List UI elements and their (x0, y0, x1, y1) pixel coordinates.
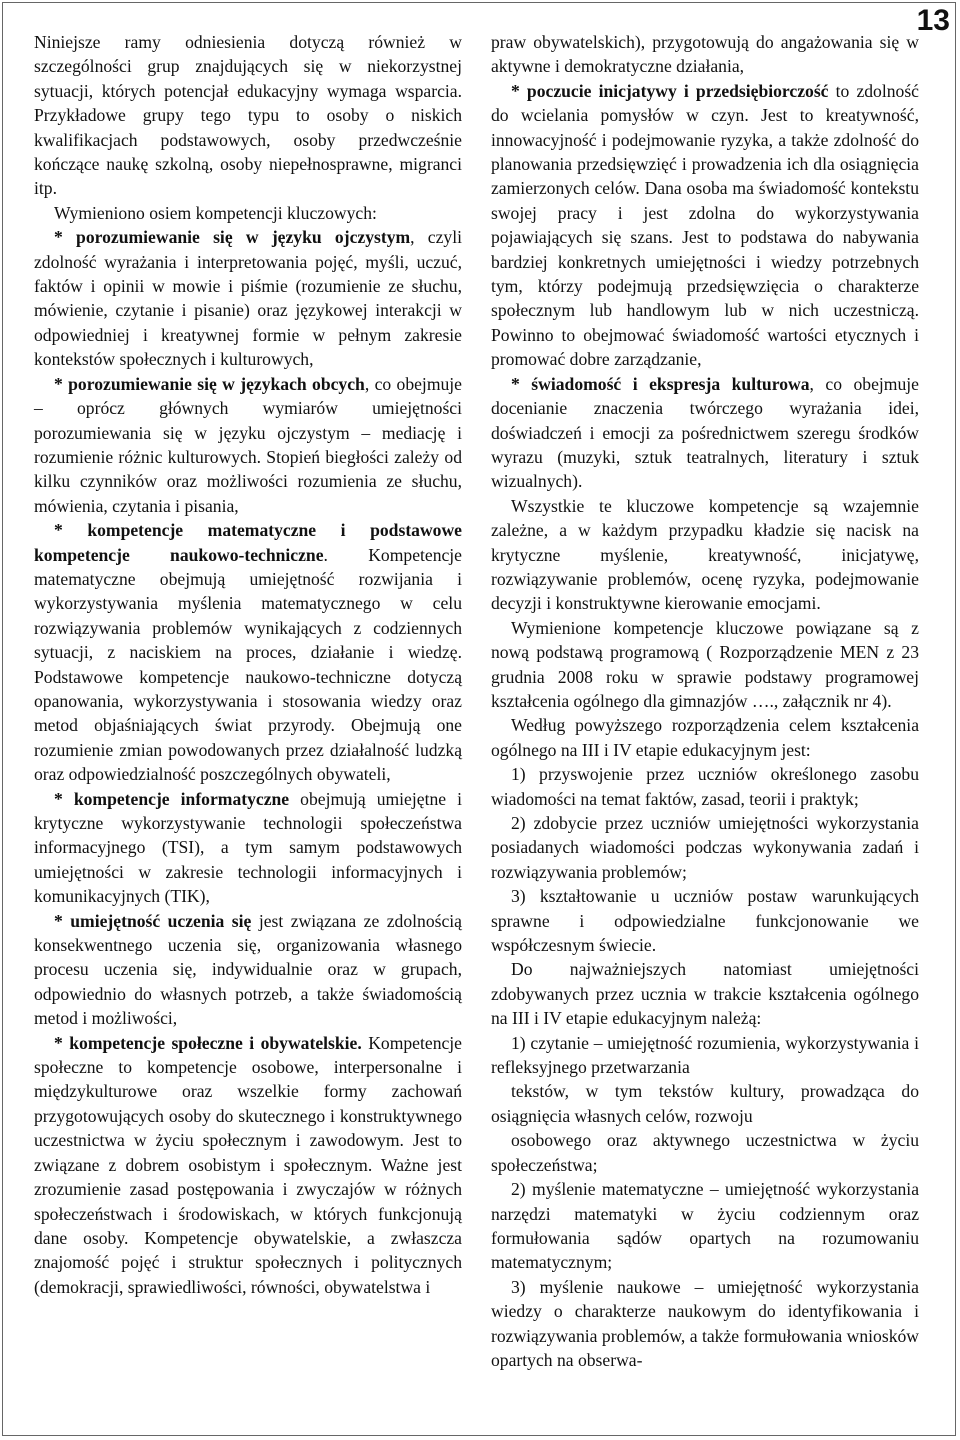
text-run: 3) kształtowanie u uczniów postaw warunkujących sprawne i odpowiedzialne funkcjonowanie we współczesnym świecie. (491, 886, 919, 956)
bold-term: * kompetencje społeczne i obywatelskie. (54, 1032, 362, 1053)
paragraph (491, 1177, 919, 1275)
text-run: Wszystkie te kluczowe kompetencje są wzajemnie zależne, a w każdym przypadku kładzie się nacisk na krytyczne myślenie, kreatywność, inicjatywę, rozwiązywanie problemów, ocenę ryzyka, podejmowanie decyzji i konstruktywne kierowanie emocjami. (491, 495, 919, 614)
bold-term: * porozumiewanie się w języku ojczystym (54, 227, 411, 248)
bold-term: * kompetencje matematyczne i podstawowe kompetencje naukowo-techniczne (34, 520, 462, 565)
paragraph (34, 372, 462, 518)
text-run: . Kompetencje matematyczne obejmują umiejętność rozwijania i wykorzystywania myślenia matematycznego w celu rozwiązywania problemów wynikających z codziennych sytuacji, z naciskiem na proces, działanie i wiedzę. Podstawowe kompetencje naukowo-techniczne dotyczą opanowania, wykorzystywania i stosowania wiedzy oraz metod objaśniających świat przyrody. Obejmują one rozumienie zmian powodowanych przez działalność ludzką oraz odpowiedzialność poszczególnych obywateli, (34, 544, 462, 785)
paragraph (491, 957, 919, 1030)
paragraph (491, 1275, 919, 1373)
text-run: Wymieniono osiem kompetencji kluczowych: (54, 202, 377, 223)
paragraph (34, 201, 462, 225)
text-run: Wymienione kompetencje kluczowe powiązane są z nową podstawą programową ( Rozporządzenie MEN z 23 grudnia 2008 roku w sprawie podstawy programowej kształcenia ogólnego dla gimnazjów …., załącznik nr 4). (491, 617, 919, 711)
paragraph (491, 762, 919, 811)
text-run: jest związana ze zdolnością konsekwentnego uczenia się, organizowania własnego procesu uczenia się, indywidualnie oraz w grupach, odpowiednio do własnych potrzeb, a także świadomością metod i możliwości, (34, 910, 462, 1029)
paragraph (491, 713, 919, 762)
paragraph (34, 909, 462, 1031)
text-run: Według powyższego rozporządzenia celem kształcenia ogólnego na III i IV etapie edukacyjnym jest: (491, 715, 919, 760)
text-run: , czyli zdolność wyrażania i interpretowania pojęć, myśli, uczuć, faktów i opinii w mowie i piśmie (rozumienie ze słuchu, mówienie, czytanie i pisanie) oraz językowej interakcji w odpowiedniej i kreatywnej formie w pełnym zakresie kontekstów społecznych i kulturowych, (34, 227, 462, 370)
text-run: osobowego oraz aktywnego uczestnictwa w życiu społeczeństwa; (491, 1130, 919, 1175)
text-run: Do najważniejszych natomiast umiejętności zdobywanych przez ucznia w trakcie kształcenia ogólnego na III i IV etapie edukacyjnym należą: (491, 959, 919, 1029)
bold-term: * świadomość i ekspresja kulturowa (511, 373, 810, 394)
bold-term: * porozumiewanie się w językach obcych (54, 373, 365, 394)
paragraph (34, 30, 462, 201)
paragraph (491, 616, 919, 714)
paragraph (491, 811, 919, 884)
text-run: , co obejmuje – oprócz głównych wymiarów umiejętności porozumiewania się w języku ojczystym – mediację i rozumienie różnic kulturowych. Stopień biegłości zależy od kilku czynników oraz możliwości rozumienia ze słuchu, mówienia, czytania i pisania, (34, 373, 462, 516)
paragraph (491, 79, 919, 372)
bold-term: * umiejętność uczenia się (54, 910, 252, 931)
paragraph (34, 518, 462, 786)
text-run: tekstów, w tym tekstów kultury, prowadząca do osiągnięcia własnych celów, rozwoju (491, 1081, 919, 1126)
paragraph (491, 1079, 919, 1128)
paragraph (34, 1031, 462, 1299)
text-run: , co obejmuje docenianie znaczenia twórczego wyrażania idei, doświadczeń i emocji za pośrednictwem szeregu środków wyrazu (muzyki, sztuk teatralnych, literatury i sztuk wizualnych). (491, 373, 919, 492)
paragraph (34, 225, 462, 371)
paragraph (491, 30, 919, 79)
paragraph (491, 1031, 919, 1080)
page-number: 13 (916, 4, 950, 37)
text-run: Kompetencje społeczne to kompetencje osobowe, interpersonalne i międzykulturowe oraz wszelkie formy zachowań przygotowujących osoby do skutecznego i konstruktywnego uczestnictwa w życiu społecznym i zawodowym. Jest to związane z dobrem osobistym i społecznym. Ważne jest zrozumienie zasad postępowania i zwyczajów w różnych społeczeństwach i środowiskach, w których funkcjonują dane osoby. Kompetencje obywatelskie, a zwłaszcza znajomość pojęć i struktur społecznych i politycznych (demokracji, sprawiedliwości, równości, obywatelstwa i (34, 1032, 462, 1297)
paragraph (491, 372, 919, 494)
paragraph (491, 1128, 919, 1177)
text-run: Niniejsze ramy odniesienia dotyczą również w szczególności grup znajdujących się w niekorzystnej sytuacji, których potencjał edukacyjny wymaga wsparcia. Przykładowe grupy tego typu to osoby o niskich kwalifikacjach podstawowych, osoby przedwcześnie kończące naukę szkolną, osoby niepełnosprawne, migranci itp. (34, 32, 462, 199)
text-run: praw obywatelskich), przygotowują do angażowania się w aktywne i demokratyczne działania, (491, 32, 919, 77)
text-run: to zdolność do wcielania pomysłów w czyn. Jest to kreatywność, innowacyjność i podejmowanie ryzyka, a także zdolność do planowania przedsięwzięć i prowadzenia ich dla osiągnięcia zamierzonych celów. Dana osoba ma świadomość kontekstu swojej pracy i jest zdolna do wykorzystywania pojawiających się szans. Jest to podstawa do nabywania bardziej konkretnych umiejętności i wiedzy potrzebnych tym, którzy podejmują przedsięwzięcia o charakterze społecznym lub handlowym lub w nich uczestniczą. Powinno to obejmować świadomość wartości etycznych i promować dobre zarządzanie, (491, 80, 919, 370)
left-column (34, 30, 462, 1299)
text-run: obejmują umiejętne i krytyczne wykorzystywanie technologii społeczeństwa informacyjnego (TSI), a tym samym podstawowych umiejętności w zakresie technologii informacyjnych i komunikacyjnych (TIK), (34, 788, 462, 907)
right-column (491, 30, 919, 1372)
bold-term: * poczucie inicjatywy i przedsiębiorczość (511, 80, 829, 101)
text-run: 2) zdobycie przez uczniów umiejętności wykorzystania posiadanych wiadomości podczas wykonywania zadań i rozwiązywania problemów; (491, 813, 919, 882)
bold-term: * kompetencje informatyczne (54, 788, 290, 809)
text-run: 3) myślenie naukowe – umiejętność wykorzystania wiedzy o charakterze naukowym do identyfikowania i rozwiązywania problemów, a także formułowania wniosków opartych na obserwa- (491, 1276, 919, 1370)
paragraph (491, 494, 919, 616)
paragraph (491, 884, 919, 957)
paragraph (34, 787, 462, 909)
text-run: 2) myślenie matematyczne – umiejętność wykorzystania narzędzi matematyki w życiu codziennym oraz formułowania sądów opartych na rozumowaniu matematycznym; (491, 1179, 919, 1273)
text-run: 1) czytanie – umiejętność rozumienia, wykorzystywania i refleksyjnego przetwarzania (491, 1032, 919, 1078)
text-run: 1) przyswojenie przez uczniów określonego zasobu wiadomości na temat faktów, zasad, teorii i praktyk; (491, 764, 919, 809)
